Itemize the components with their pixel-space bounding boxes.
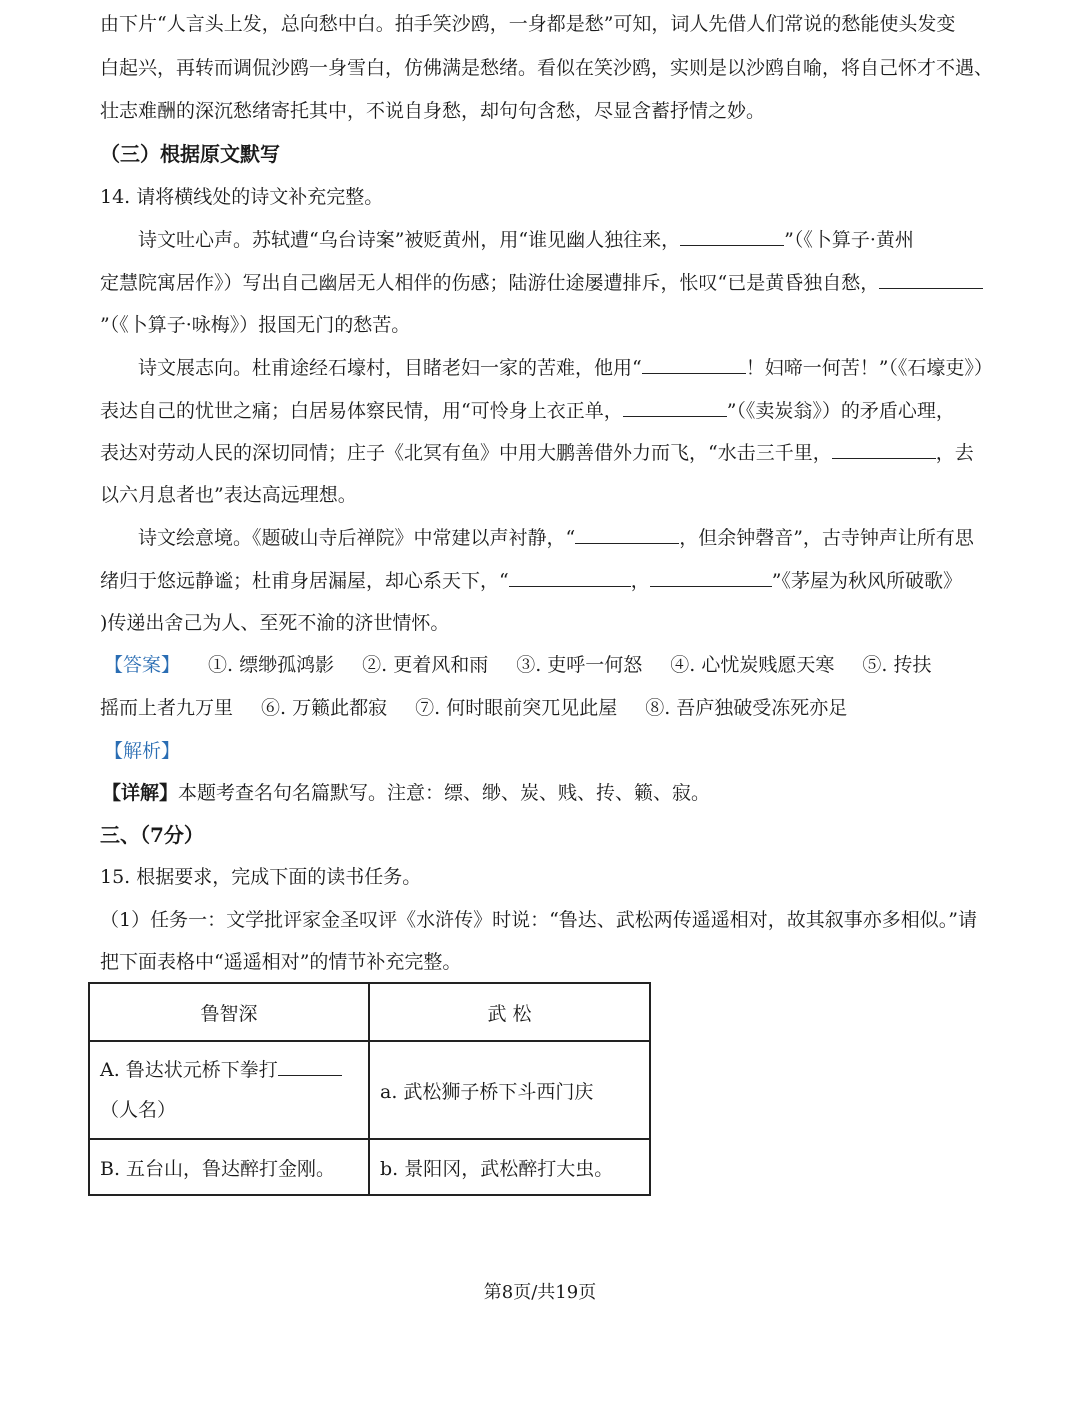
header-lu-zhishen: 鲁智深 [89, 983, 369, 1041]
q14-p3-line3: )传递出舍己为人、至死不渝的济世情怀。 [100, 612, 450, 634]
answer-4: ④. 心忧炭贱愿天寒 [670, 654, 835, 676]
answer-7: ⑦. 何时眼前突兀见此屋 [415, 697, 618, 719]
analysis-line-2: 白起兴，再转而调侃沙鸥一身雪白，仿佛满是愁绪。看似在笑沙鸥，实则是以沙鸥自喻，将自己怀才不遇、 [100, 57, 994, 79]
text: ”（《卖炭翁》）的矛盾心理， [726, 400, 955, 422]
analysis-line-1: 由下片“人言头上发，总向愁中白。拍手笑沙鸥，一身都是愁”可知，词人先借人们常说的愁能使头发变 [100, 13, 956, 35]
cell-b-right: b. 景阳冈，武松醉打大虫。 [369, 1139, 650, 1195]
q14-p3-line2 [100, 566, 962, 595]
text: ， [630, 570, 650, 592]
text: 表达对劳动人民的深切同情；庄子《北冥有鱼》中用大鹏善借外力而飞，“水击三千里， [100, 442, 832, 464]
text: 定慧院寓居作》）写出自己幽居无人相伴的伤感；陆游仕途屡遭排斥，怅叹“已是黄昏独自愁， [100, 272, 880, 294]
text: ，去 [935, 442, 974, 464]
q14-p2-line1 [138, 353, 993, 382]
blank-name [278, 1057, 342, 1076]
answer-5-cont: 摇而上者九万里 [100, 697, 234, 719]
text: 诗文吐心声。苏轼遭“乌台诗案”被贬黄州，用“谁见幽人独往来， [138, 229, 681, 251]
cell-a-right: a. 武松狮子桥下斗西门庆 [369, 1041, 650, 1139]
text: ，但余钟磬音”，古寺钟声让所有思 [679, 527, 974, 549]
analysis-line-3: 壮志难酬的深沉愁绪寄托其中，不说自身愁，却句句含愁，尽显含蓄抒情之妙。 [100, 100, 766, 122]
analysis-tag: 【解析】 [104, 740, 181, 762]
blank-7 [509, 566, 631, 587]
blank-8 [650, 566, 772, 587]
answer-3: ③. 吏呼一何怒 [516, 654, 643, 676]
answer-line-2 [100, 694, 847, 722]
blank-6 [575, 523, 679, 544]
text: 表达自己的忧世之痛；白居易体察民情，用“可怜身上衣正单， [100, 400, 623, 422]
blank-4 [623, 396, 727, 417]
q14-p1-line3: ”（《卜算子·咏梅》）报国无门的愁苦。 [100, 314, 411, 336]
q14-p2-line4: 以六月息者也”表达高远理想。 [100, 484, 357, 506]
q14-p1-line2 [100, 268, 983, 297]
text: A. 鲁达状元桥下拳打 [100, 1059, 278, 1081]
page-footer: 第8页/共19页 [483, 1282, 597, 1303]
part-three-title: 三、（7分） [100, 823, 204, 847]
q15-task1-line1: （1）任务一：文学批评家金圣叹评《水浒传》时说：“鲁达、武松两传遥遥相对，故其叙事亦多相似。”请 [100, 909, 978, 931]
blank-5 [832, 438, 936, 459]
q14-p2-line3 [100, 438, 974, 467]
answer-line-1 [104, 651, 931, 679]
table-row [89, 1139, 650, 1195]
detail-line [102, 779, 710, 807]
answer-6: ⑥. 万籁此都寂 [261, 697, 388, 719]
detail-text: 本题考查名句名篇默写。注意：缥、缈、炭、贱、抟、籁、寂。 [178, 782, 711, 804]
section-title: （三）根据原文默写 [100, 142, 280, 166]
cell-a-note: （人名） [100, 1099, 177, 1121]
detail-tag: 【详解】 [102, 782, 179, 804]
answer-8: ⑧. 吾庐独破受冻死亦足 [645, 697, 848, 719]
q15-stem: 15. 根据要求，完成下面的读书任务。 [100, 866, 422, 888]
q14-p1-line1 [138, 225, 914, 254]
q14-p3-line1 [138, 523, 974, 552]
plot-table [88, 982, 651, 1196]
blank-3 [642, 353, 746, 374]
blank-1 [680, 225, 784, 246]
q14-stem: 14. 请将横线处的诗文补充完整。 [100, 186, 384, 208]
text: ”《茅屋为秋风所破歌》 [771, 570, 962, 592]
cell-a-line [100, 1050, 358, 1090]
text: ！妇啼一何苦！”（《石壕吏》） [745, 357, 993, 379]
answer-5: ⑤. 抟扶 [862, 654, 932, 676]
table-row [89, 1041, 650, 1139]
text: ”（《卜算子·黄州 [784, 229, 914, 251]
cell-a [89, 1041, 369, 1139]
q14-p2-line2 [100, 396, 955, 425]
cell-b: B. 五台山，鲁达醉打金刚。 [89, 1139, 369, 1195]
blank-2 [879, 268, 983, 289]
answer-1: ①. 缥缈孤鸿影 [208, 654, 335, 676]
text: 诗文展志向。杜甫途经石壕村，目睹老妇一家的苦难，他用“ [138, 357, 642, 379]
text: 诗文绘意境。《题破山寺后禅院》中常建以声衬静，“ [138, 527, 576, 549]
answer-2: ②. 更着风和雨 [362, 654, 489, 676]
table-header-row [89, 983, 650, 1041]
q15-task1-line2: 把下面表格中“遥遥相对”的情节补充完整。 [100, 951, 462, 973]
text: 绪归于悠远静谧；杜甫身居漏屋，却心系天下，“ [100, 570, 509, 592]
answer-tag: 【答案】 [104, 654, 181, 676]
header-wu-song: 武 松 [369, 983, 650, 1041]
